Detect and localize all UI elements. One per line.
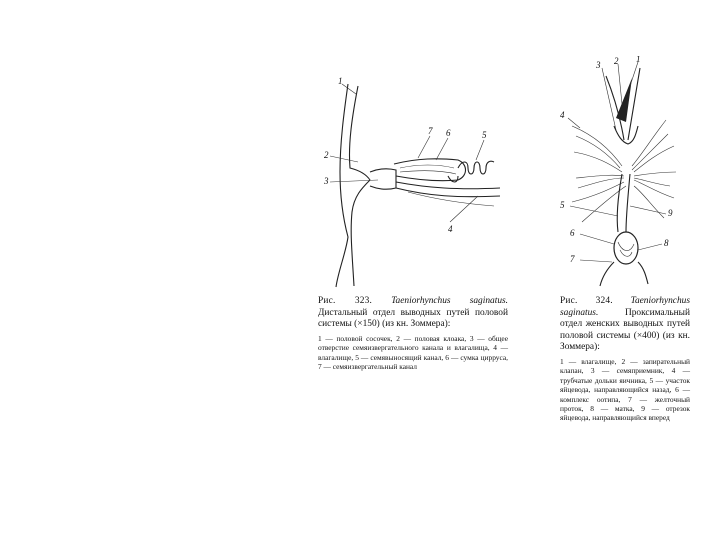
genital-papilla	[370, 169, 396, 190]
figure-323-description: Дистальный отдел выводных путей половой системы (×150) (из кн. Зоммера):	[318, 307, 508, 330]
cirrus-sac-inner-lines	[400, 165, 456, 174]
label-7: 7	[428, 126, 433, 136]
ootype-complex	[614, 232, 638, 264]
vagina-duct-lower	[396, 188, 500, 197]
leader-r2	[618, 64, 622, 104]
figure-323-number: Рис. 323.	[318, 296, 373, 306]
figure-323-caption	[318, 296, 508, 371]
figure-324-number: Рис. 324.	[560, 296, 613, 306]
figure-324-description: Проксимальный отдел женских выводных путей половой системы (×400) (из кн. Зоммера):	[560, 307, 690, 353]
leader-3	[330, 180, 378, 182]
leader-4	[450, 196, 478, 222]
label-1: 1	[338, 76, 343, 86]
leader-r6	[580, 234, 614, 244]
cirrus-sac	[394, 159, 466, 181]
figure-324-drawing	[556, 56, 686, 288]
figure-324-caption	[560, 296, 690, 423]
closing-valve	[616, 78, 632, 122]
vagina-duct-upper	[396, 182, 500, 189]
label-r1: 1	[636, 56, 641, 64]
body-wall-inner-line	[349, 86, 370, 286]
label-r6: 6	[570, 228, 575, 238]
label-4: 4	[448, 224, 453, 234]
leader-5	[476, 140, 484, 160]
seminal-receptacle	[614, 126, 638, 144]
figure-323-title	[318, 296, 508, 331]
label-r7: 7	[570, 254, 575, 264]
figure-323-drawing	[318, 72, 518, 292]
body-wall-line	[336, 84, 348, 287]
figure-323-legend: 1 — половой сосочек, 2 — половая клоака, 3 — общее отверстие семяизвергательного канала и влагалища, 4 — влагалище, 5 — семявыносящий канал, 6 — сумка цирруса, 7 — семяизвергательный канал	[318, 333, 508, 371]
leader-r1	[630, 62, 638, 86]
leader-1	[342, 84, 356, 94]
figure-324-legend: 1 — влагалище, 2 — запирательный клапан, 3 — семяприемник, 4 — трубчатые дольки яичника, 5 — участок яйцевода, направляющийся назад, 6 — комплекс оотипа, 7 — желточный проток, 8 — матка, 9 — отрезок яйцевода, направляющийся вперед	[560, 356, 690, 423]
leader-r8	[638, 244, 662, 250]
leader-r7	[580, 260, 612, 262]
vitelline-duct	[600, 262, 648, 286]
figure-324-species: Taeniorhynchus saginatus.	[560, 296, 690, 318]
label-r2: 2	[614, 56, 619, 66]
ootype-inner	[618, 242, 634, 256]
figure-323-species: Taeniorhynchus saginatus.	[391, 296, 508, 306]
leader-6	[436, 138, 448, 160]
leader-r9	[630, 206, 666, 214]
label-r5: 5	[560, 200, 565, 210]
label-r3: 3	[596, 60, 601, 70]
leader-2	[330, 156, 358, 162]
figure-324-title	[560, 296, 690, 354]
leader-7	[418, 136, 430, 158]
label-6: 6	[446, 128, 451, 138]
oviduct	[617, 174, 630, 232]
vagina-duct-shadow	[408, 192, 494, 206]
label-r9: 9	[668, 208, 673, 218]
ovary-lobes-secondary	[576, 134, 670, 188]
label-r8: 8	[664, 238, 669, 248]
leader-r4	[568, 118, 580, 128]
ovary-lobes	[572, 120, 676, 222]
label-5: 5	[482, 130, 487, 140]
leader-r5	[570, 206, 618, 216]
label-r4: 4	[560, 110, 565, 120]
label-3: 3	[324, 176, 329, 186]
label-2: 2	[324, 150, 329, 160]
